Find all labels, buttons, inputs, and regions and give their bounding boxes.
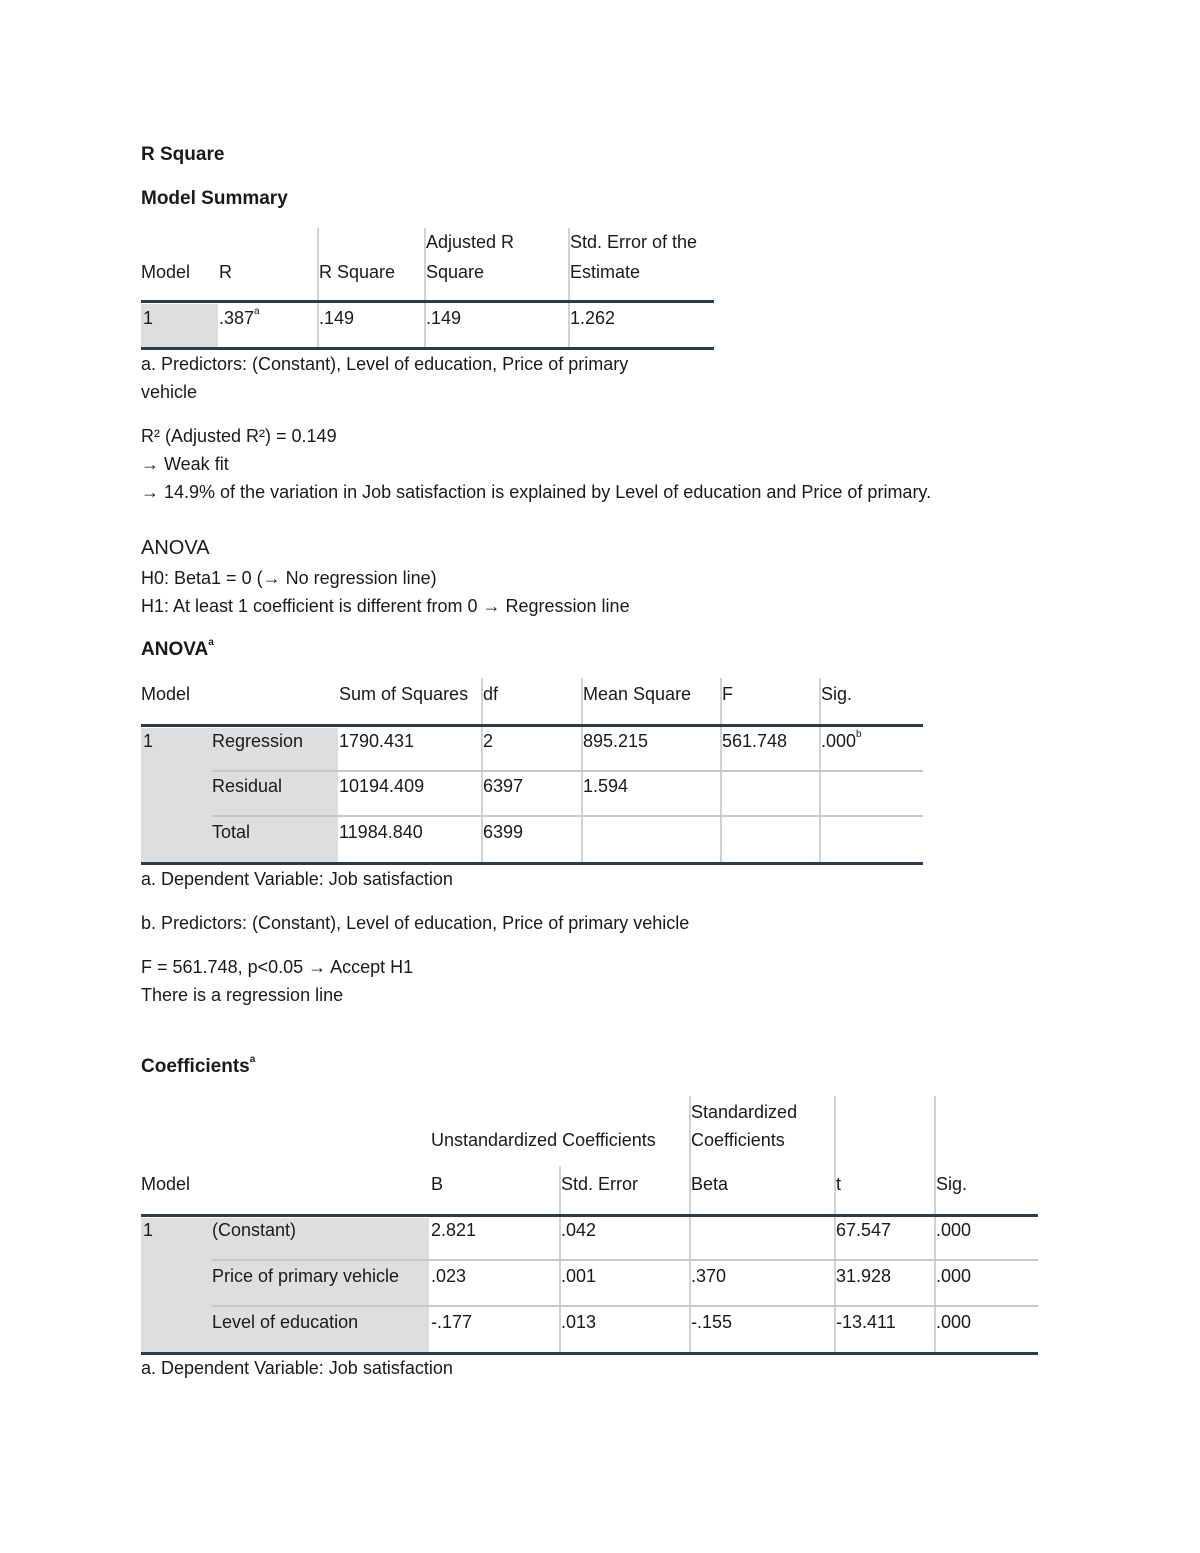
header-sig: Sig.: [821, 684, 853, 704]
header-rule: [141, 724, 923, 727]
cell-std-error: .013: [561, 1312, 597, 1332]
r-square-statement: R² (Adjusted R²) = 0.149: [141, 426, 337, 446]
table-bottom-rule: [141, 862, 923, 865]
cell-adjusted: .149: [426, 308, 462, 328]
regression-conclusion: There is a regression line: [141, 985, 344, 1005]
header-adjusted-line2: Square: [426, 262, 485, 282]
header-std-error-line2: Estimate: [570, 262, 641, 282]
model-summary-footnote: a. Predictors: (Constant), Level of education, Price of primary: [141, 354, 629, 374]
header-model: Model: [141, 684, 191, 704]
header-t: t: [836, 1174, 842, 1194]
cell-std-error: 1.262: [570, 308, 616, 328]
cell-sig: .000: [936, 1266, 972, 1286]
f-test-statement: F = 561.748, p<0.05 → Accept H1: [141, 957, 414, 977]
row-divider: [212, 1259, 1038, 1261]
cell-std-error: .001: [561, 1266, 597, 1286]
header-beta: Beta: [691, 1174, 729, 1194]
header-sum-of-squares: Sum of Squares: [339, 684, 469, 704]
anova-footnote-b: b. Predictors: (Constant), Level of education, Price of primary vehicle: [141, 913, 690, 933]
cell-sig: .000: [936, 1220, 972, 1240]
cell-b: 2.821: [431, 1220, 477, 1240]
cell-t: 67.547: [836, 1220, 892, 1240]
header-model: Model: [141, 1174, 191, 1194]
anova-table-title: ANOVA$^a$: [141, 637, 214, 660]
header-r: R: [219, 262, 232, 282]
page-title: R Square: [141, 144, 225, 165]
header-b: B: [431, 1174, 444, 1194]
cell-f: 561.748: [722, 731, 788, 751]
cell-df: 2: [483, 731, 494, 751]
header-std-error: Std. Error: [561, 1174, 639, 1194]
coefficients-table-title: Coefficients$^a$: [141, 1054, 256, 1077]
header-model: Model: [141, 262, 191, 282]
row-label-education: Level of education: [212, 1312, 359, 1332]
hypothesis-h1: H1: At least 1 coefficient is different from 0 → Regression line: [141, 596, 630, 616]
header-sig: Sig.: [936, 1174, 968, 1194]
header-std-error-line1: Std. Error of the: [570, 232, 698, 252]
row-label-regression: Regression: [212, 731, 304, 751]
cell-model: 1: [143, 731, 154, 751]
header-rule: [141, 300, 714, 303]
cell-b: .023: [431, 1266, 467, 1286]
header-df: df: [483, 684, 499, 704]
cell-r: .387$^a$: [219, 306, 260, 328]
header-unstandardized: Unstandardized Coefficients: [431, 1130, 656, 1150]
cell-df: 6399: [483, 822, 524, 842]
cell-ms: 895.215: [583, 731, 649, 751]
header-r-square: R Square: [319, 262, 396, 282]
variation-statement: → 14.9% of the variation in Job satisfaction is explained by Level of education and Price of primary.: [141, 482, 932, 502]
cell-ss: 1790.431: [339, 731, 415, 751]
header-standardized-line1: Standardized: [691, 1102, 798, 1122]
cell-model: 1: [143, 1220, 154, 1240]
coefficients-footnote: a. Dependent Variable: Job satisfaction: [141, 1358, 453, 1378]
cell-ss: 10194.409: [339, 776, 425, 796]
cell-t: -13.411: [836, 1312, 896, 1332]
model-summary-heading: Model Summary: [141, 188, 288, 209]
model-summary-footnote-cont: vehicle: [141, 382, 198, 402]
cell-ms: 1.594: [583, 776, 629, 796]
table-bottom-rule: [141, 347, 714, 350]
header-mean-square: Mean Square: [583, 684, 692, 704]
header-standardized-line2: Coefficients: [691, 1130, 785, 1150]
cell-beta: -.155: [691, 1312, 733, 1332]
anova-footnote-a: a. Dependent Variable: Job satisfaction: [141, 869, 453, 889]
column-divider: [317, 228, 319, 350]
row-divider: [212, 1305, 1038, 1307]
row-label-total: Total: [212, 822, 251, 842]
fit-statement: → Weak fit: [141, 454, 229, 474]
cell-model: 1: [143, 308, 154, 328]
row-label-price: Price of primary vehicle: [212, 1266, 400, 1286]
cell-r-square: .149: [319, 308, 355, 328]
cell-df: 6397: [483, 776, 524, 796]
row-divider: [212, 770, 923, 772]
cell-std-error: .042: [561, 1220, 597, 1240]
header-adjusted-line1: Adjusted R: [426, 232, 515, 252]
cell-b: -.177: [431, 1312, 473, 1332]
row-label-constant: (Constant): [212, 1220, 297, 1240]
row-divider: [212, 815, 923, 817]
cell-ss: 11984.840: [339, 822, 423, 842]
header-rule: [141, 1214, 1038, 1217]
cell-sig: .000$^b$: [821, 729, 862, 751]
table-bottom-rule: [141, 1352, 1038, 1355]
hypothesis-h0: H0: Beta1 = 0 (→ No regression line): [141, 568, 437, 588]
cell-t: 31.928: [836, 1266, 892, 1286]
anova-section-heading: ANOVA: [141, 537, 210, 559]
row-label-residual: Residual: [212, 776, 283, 796]
cell-sig: .000: [936, 1312, 972, 1332]
cell-beta: .370: [691, 1266, 727, 1286]
header-f: F: [722, 684, 733, 704]
